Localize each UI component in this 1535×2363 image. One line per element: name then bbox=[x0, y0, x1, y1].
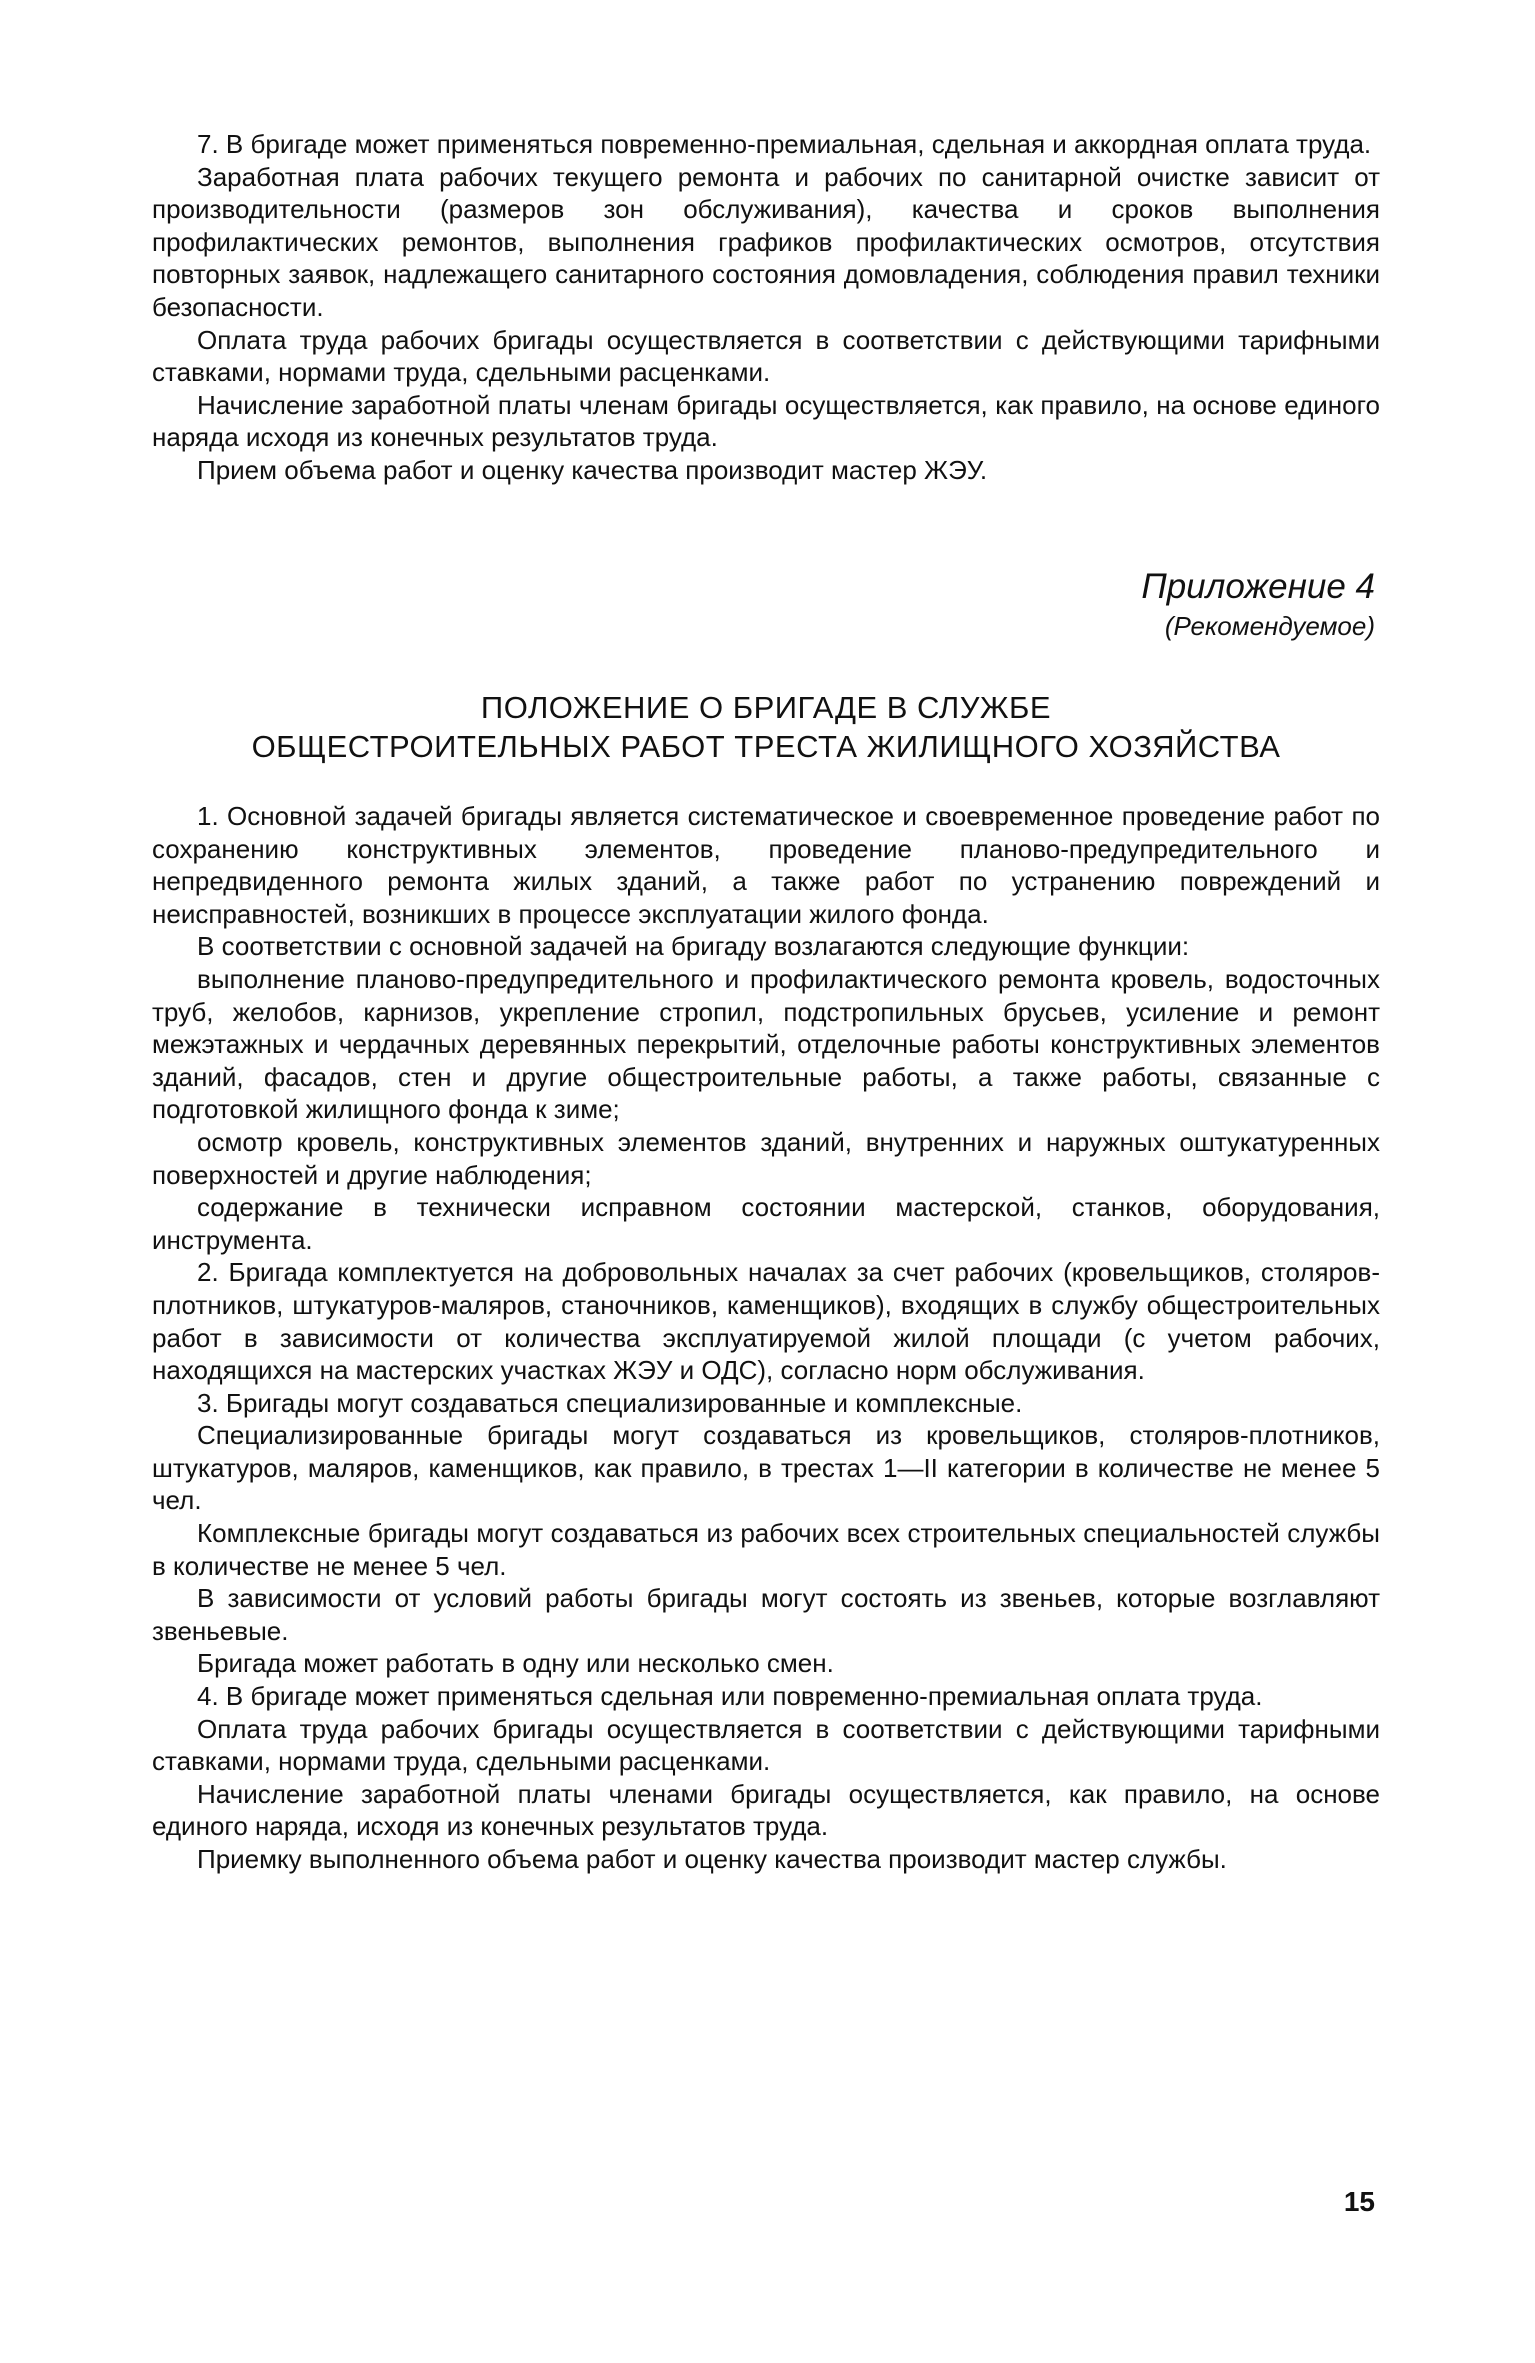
paragraph: Комплексные бригады могут создаваться из рабочих всех строительных специальностей службы в количестве не менее 5 чел. bbox=[152, 1518, 1380, 1581]
paragraph: Начисление заработной платы членам бригады осуществляется, как правило, на основе единого наряда исходя из конечных результатов труда. bbox=[152, 389, 1380, 453]
main-section bbox=[152, 800, 1380, 1876]
page-number: 15 bbox=[1343, 2186, 1375, 2217]
paragraph: осмотр кровель, конструктивных элементов зданий, внутренних и наружных оштукатуренных поверхностей и другие наблюдения; bbox=[152, 1126, 1380, 1190]
section-heading bbox=[152, 688, 1380, 766]
heading-line-1: ПОЛОЖЕНИЕ О БРИГАДЕ В СЛУЖБЕ bbox=[480, 690, 1052, 725]
paragraph: Специализированные бригады могут создаваться из кровельщиков, столяров-плотников, штукатуров, маляров, каменщиков, как правило, в трестах 1—II категории в количестве не менее 5 чел. bbox=[152, 1420, 1380, 1516]
paragraph: 1. Основной задачей бригады является систематическое и своевременное проведение работ по сохранению конструктивных элементов, проведение планово-предупредительного и непредвиденного ремонта жилых зданий, а также работ по устранению повреждений и неисправностей, возникших в процессе эксплуатации жилого фонда. bbox=[152, 801, 1380, 929]
appendix-subtitle: (Рекомендуемое) bbox=[1164, 611, 1375, 641]
paragraph: Приемку выполненного объема работ и оценку качества производит мастер службы. bbox=[197, 1844, 1227, 1874]
paragraph: Оплата труда рабочих бригады осуществляется в соответствии с действующими тарифными ставками, нормами труда, сдельными расценками. bbox=[152, 324, 1380, 388]
paragraph: В соответствии с основной задачей на бригаду возлагаются следующие функции: bbox=[197, 931, 1190, 962]
paragraph: Бригада может работать в одну или несколько смен. bbox=[197, 1648, 834, 1679]
heading-line-2: ОБЩЕСТРОИТЕЛЬНЫХ РАБОТ ТРЕСТА ЖИЛИЩНОГО ХОЗЯЙСТВА bbox=[251, 729, 1281, 764]
top-section bbox=[152, 128, 1380, 487]
paragraph: В зависимости от условий работы бригады могут состоять из звеньев, которые возглавляют звеньевые. bbox=[152, 1583, 1380, 1646]
paragraph: 7. В бригаде может применяться повременно-премиальная, сдельная и аккордная оплата труда. bbox=[197, 129, 1372, 159]
appendix-label bbox=[1141, 565, 1375, 643]
paragraph: выполнение планово-предупредительного и профилактического ремонта кровель, водосточных труб, желобов, карнизов, укрепление стропил, подстропильных брусьев, усиление и ремонт межэтажных и чердачных деревянных перекрытий, отделочные работы конструктивных элементов зданий, фасадов, стен и другие общестроительные работы, а также работы, связанные с подготовкой жилищного фонда к зиме; bbox=[152, 963, 1380, 1125]
appendix-title: Приложение 4 bbox=[1141, 567, 1375, 606]
paragraph: Заработная плата рабочих текущего ремонта и рабочих по санитарной очистке зависит от производительности (размеров зон обслуживания), качества и сроков выполнения профилактических ремонтов, выполнения графиков профилактических осмотров, отсутствия повторных заявок, надлежащего санитарного состояния домовладения, соблюдения правил техники безопасности. bbox=[152, 161, 1380, 322]
paragraph: 3. Бригады могут создаваться специализированные и комплексные. bbox=[197, 1387, 1023, 1418]
paragraph: 2. Бригада комплектуется на добровольных началах за счет рабочих (кровельщиков, столяров-плотников, штукатуров-маляров, станочников, каменщиков), входящих в службу общестроительных работ в зависимости от количества эксплуатируемой жилой площади (с учетом рабочих, находящихся на мастерских участках ЖЭУ и ОДС), согласно норм обслуживания. bbox=[152, 1257, 1380, 1386]
paragraph: 4. В бригаде может применяться сдельная или повременно-премиальная оплата труда. bbox=[197, 1681, 1263, 1712]
paragraph: Прием объема работ и оценку качества производит мастер ЖЭУ. bbox=[197, 454, 988, 485]
paragraph: Оплата труда рабочих бригады осуществляется в соответствии с действующими тарифными ставками, нормами труда, сдельными расценками. bbox=[152, 1713, 1380, 1777]
paragraph: Начисление заработной платы членами бригады осуществляется, как правило, на основе единого наряда, исходя из конечных результатов труда. bbox=[152, 1778, 1380, 1842]
paragraph: содержание в технически исправном состоянии мастерской, станков, оборудования, инструмента. bbox=[152, 1192, 1380, 1255]
